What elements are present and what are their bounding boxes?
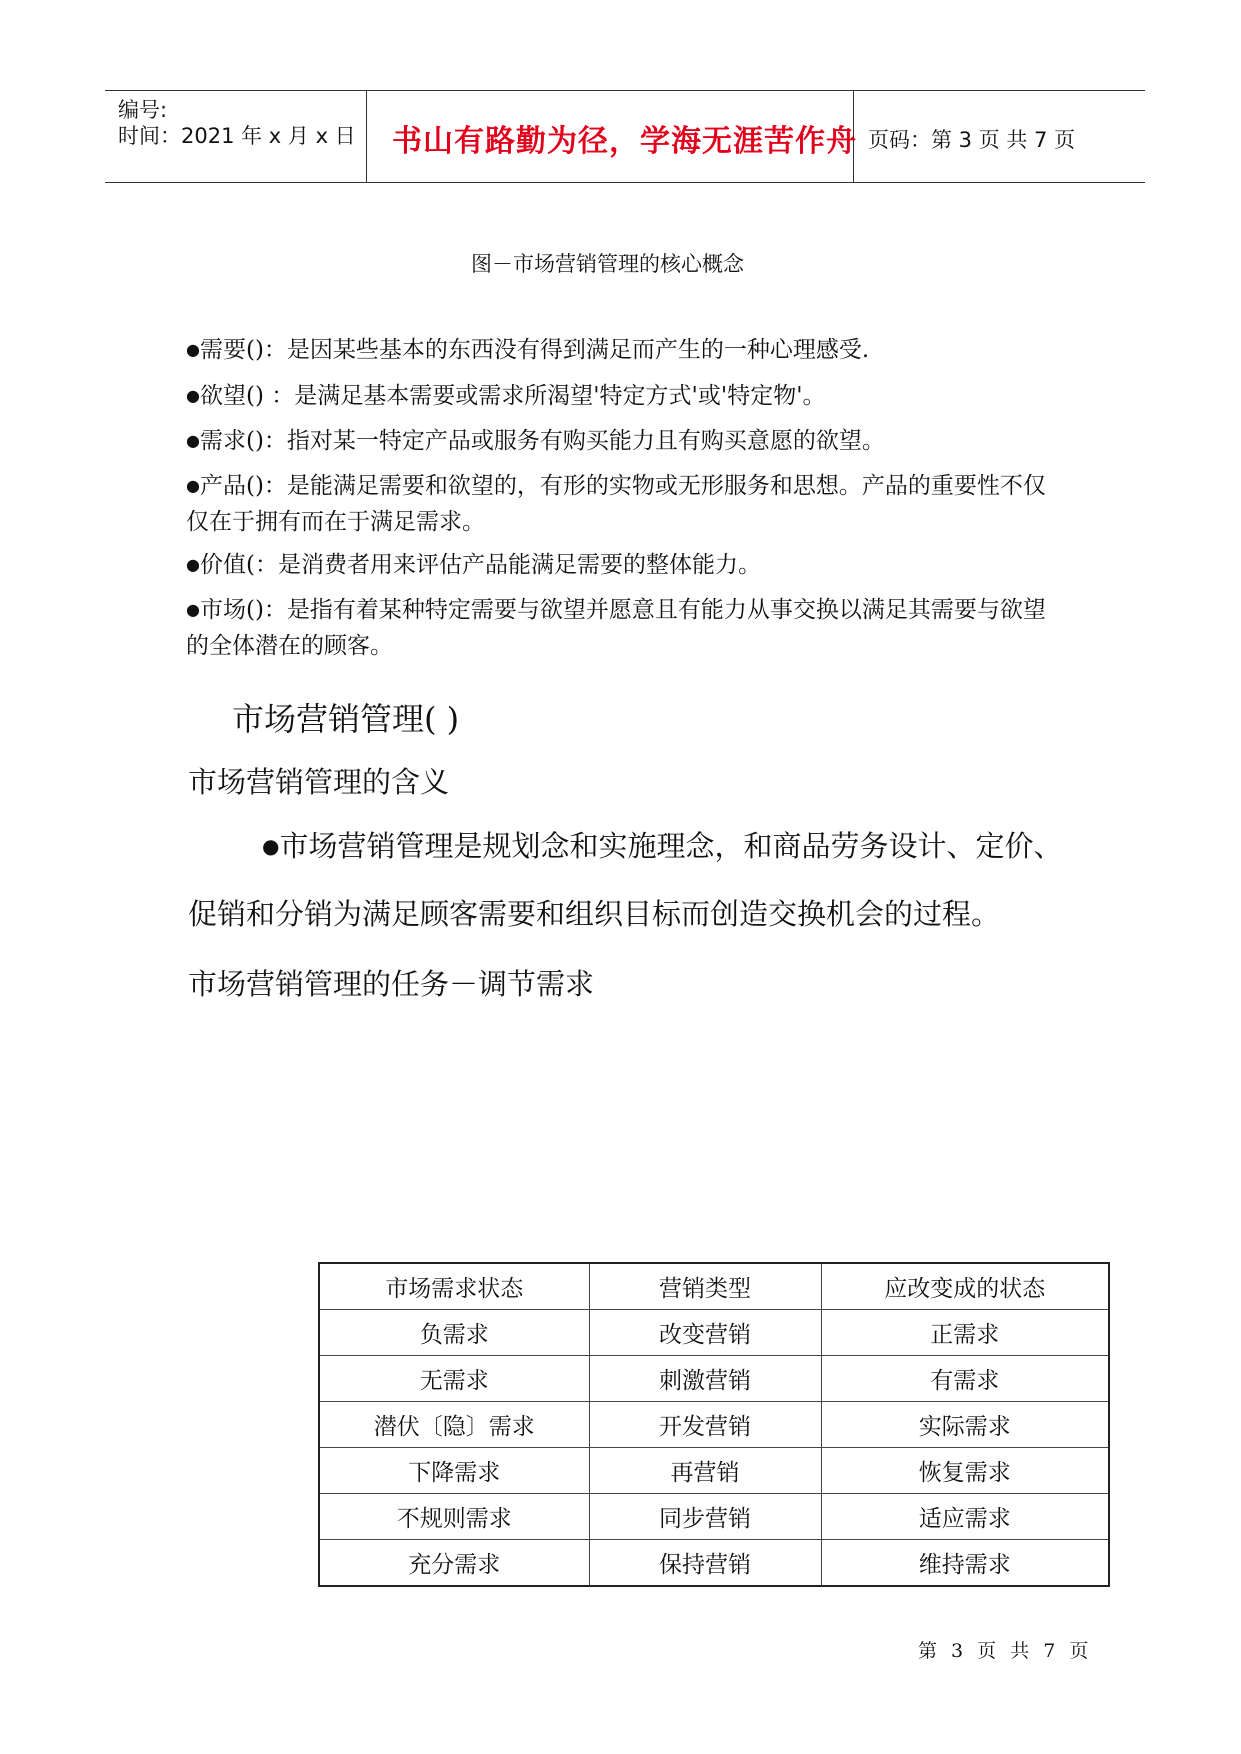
- table-cell: 有需求: [821, 1356, 1109, 1402]
- table-cell: 正需求: [821, 1310, 1109, 1356]
- table-cell: 再营销: [589, 1448, 821, 1494]
- bullet-icon: ●: [262, 834, 280, 858]
- table-row: [319, 1402, 1109, 1448]
- figure-caption: 图－市场营销管理的核心概念: [471, 252, 744, 276]
- demand-state-table: [318, 1262, 1110, 1587]
- meaning-heading: 市场营销管理的含义: [188, 765, 450, 799]
- page-footer: 第 3 页 共 7 页: [918, 1640, 1093, 1662]
- header-motto: 书山有路勤为径，学海无涯苦作舟: [392, 124, 857, 159]
- table-cell: 适应需求: [821, 1494, 1109, 1540]
- table-cell: 刺激营销: [589, 1356, 821, 1402]
- table-row: [319, 1448, 1109, 1494]
- bullet-icon: ●: [186, 476, 200, 495]
- bullet-icon: ●: [186, 600, 200, 619]
- header-top-rule: [105, 90, 1145, 91]
- table-header-row: [319, 1263, 1109, 1310]
- table-header-cell: 应改变成的状态: [821, 1263, 1109, 1310]
- concept-demand: ●需求()：指对某一特定产品或服务有购买能力且有购买意愿的欲望。: [186, 428, 885, 454]
- table-cell: 无需求: [319, 1356, 589, 1402]
- table-header-cell: 市场需求状态: [319, 1263, 589, 1310]
- table-cell: 维持需求: [821, 1540, 1109, 1587]
- table-cell: 负需求: [319, 1310, 589, 1356]
- bullet-icon: ●: [186, 431, 200, 450]
- concept-value: ●价值(：是消费者用来评估产品能满足需要的整体能力。: [186, 552, 761, 578]
- table-cell: 充分需求: [319, 1540, 589, 1587]
- document-number-label: 编号:: [118, 98, 168, 122]
- table-cell: 保持营销: [589, 1540, 821, 1587]
- section-title: 市场营销管理( ): [232, 700, 460, 738]
- table-row: [319, 1494, 1109, 1540]
- table-row: [319, 1310, 1109, 1356]
- header-divider-left: [366, 90, 367, 182]
- header-page-code: 页码：第 3 页 共 7 页: [868, 128, 1076, 152]
- task-heading: 市场营销管理的任务－调节需求: [188, 967, 595, 1001]
- table-cell: 不规则需求: [319, 1494, 589, 1540]
- table-row: [319, 1356, 1109, 1402]
- meaning-text-line1: ●市场营销管理是规划念和实施理念，和商品劳务设计、定价、: [262, 829, 1063, 863]
- table-cell: 同步营销: [589, 1494, 821, 1540]
- table-cell: 下降需求: [319, 1448, 589, 1494]
- table-cell: 改变营销: [589, 1310, 821, 1356]
- table-cell: 开发营销: [589, 1402, 821, 1448]
- concept-need: ●需要()：是因某些基本的东西没有得到满足而产生的一种心理感受.: [186, 337, 870, 363]
- table-cell: 潜伏〔隐〕需求: [319, 1402, 589, 1448]
- table-row: [319, 1540, 1109, 1587]
- table-cell: 恢复需求: [821, 1448, 1109, 1494]
- document-time-label: 时间：2021 年 x 月 x 日: [118, 124, 356, 148]
- meaning-text-line2: 促销和分销为满足顾客需要和组织目标而创造交换机会的过程。: [188, 897, 1001, 931]
- bullet-icon: ●: [186, 555, 200, 574]
- bullet-icon: ●: [186, 340, 200, 359]
- concept-want: ●欲望() ：是满足基本需要或需求所渴望'特定方式'或'特定物'。: [186, 383, 826, 409]
- concept-market: ●市场()：是指有着某种特定需要与欲望并愿意且有能力从事交换以满足其需要与欲望的全体潜在的顾客。: [186, 597, 1046, 659]
- table-header-cell: 营销类型: [589, 1263, 821, 1310]
- concept-product: ●产品()：是能满足需要和欲望的，有形的实物或无形服务和思想。产品的重要性不仅仅在于拥有而在于满足需求。: [186, 473, 1046, 535]
- table-cell: 实际需求: [821, 1402, 1109, 1448]
- bullet-icon: ●: [186, 386, 200, 405]
- header-bottom-rule: [105, 182, 1145, 183]
